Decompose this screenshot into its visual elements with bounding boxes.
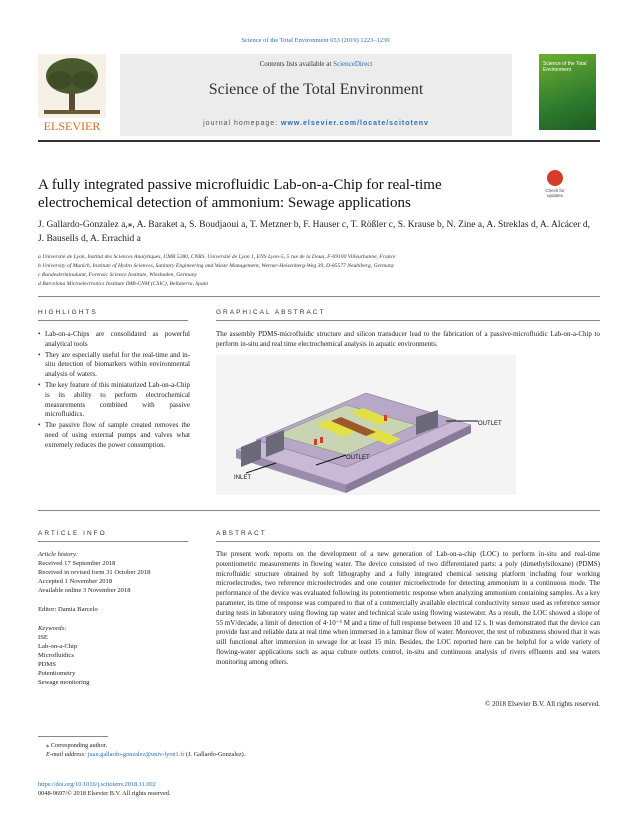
- journal-title[interactable]: Science of the Total Environment: [208, 81, 424, 98]
- graphical-abstract-image[interactable]: [216, 355, 516, 495]
- keyword: Microfluidics: [38, 652, 74, 659]
- keywords-label: Keywords:: [38, 625, 67, 632]
- highlight-item: • Lab-on-a-Chips are consolidated as powerful analytical tools: [38, 330, 190, 350]
- corresponding-author: ⁎ Corresponding author.: [46, 742, 108, 749]
- highlights-rule: [38, 320, 188, 321]
- inlet-label: INLET: [234, 475, 252, 481]
- cover-title: Science of the Total Environment: [543, 61, 587, 73]
- keyword: PDMS: [38, 661, 56, 668]
- highlight-item: • The passive flow of sample created removes the need of using external pumps and valves what extremely reduces the power consumption.: [38, 421, 190, 450]
- highlight-item: • They are especially useful for the real-time and in-situ detection of biomarkers within environmental analysis of waters.: [38, 351, 190, 380]
- affiliation-c: c Bundeskriminalamt, Forensic Science Institute, Wiesbaden, Germany: [38, 272, 198, 278]
- history-item: Received 17 September 2018: [38, 560, 116, 567]
- publisher-name: ELSEVIER: [43, 119, 101, 133]
- article-info: [38, 550, 198, 687]
- article-title: A fully integrated passive microfluidic Lab-on-a-Chip for real-time electrochemical detection of ammonium: Sewage applications: [38, 177, 442, 211]
- journal-cover-image[interactable]: [539, 54, 596, 130]
- highlights-heading: HIGHLIGHTS: [38, 309, 98, 316]
- history-item: Available online 3 November 2018: [38, 587, 131, 594]
- header-divider: [38, 140, 600, 142]
- article-info-rule: [38, 541, 188, 542]
- check-updates-label: Check for updates: [545, 188, 565, 199]
- editor: Editor: Damia Barcelo: [38, 606, 98, 613]
- journal-homepage: journal homepage: www.elsevier.com/locate/scitotenv: [203, 120, 429, 127]
- footnote-rule: [38, 736, 108, 737]
- history-item: Received in revised form 31 October 2018: [38, 569, 151, 576]
- copyright-line: © 2018 Elsevier B.V. All rights reserved.: [484, 700, 600, 708]
- affiliations: [38, 253, 598, 289]
- section-divider: [38, 296, 600, 297]
- outlet-label-1: OUTLET: [478, 421, 502, 427]
- abstract-rule: [216, 541, 600, 542]
- section-divider: [38, 510, 600, 511]
- homepage-link[interactable]: www.elsevier.com/locate/scitotenv: [281, 120, 429, 127]
- email-link[interactable]: juan.gallardo-gonzalez@univ-lyon1.fr: [87, 751, 185, 758]
- email-line: E-mail address: juan.gallardo-gonzalez@univ-lyon1.fr (J. Gallardo-Gonzalez).: [46, 751, 246, 758]
- affiliation-b: b University of Munich, Institute of Hydro Sciences, Sanitary Engineering and Waste Management, Werner-Heisenberg-Weg 39, D-85577 Neubiberg, Germany: [38, 263, 395, 269]
- affiliation-a: a Université de Lyon, Institut des Sciences Analytiques, UMR 5280, CNRS, Université de Lyon 1, ENS Lyon-5, 5 rue de la Doua, F-69100 Villeurbanne, France: [38, 254, 396, 260]
- keyword: ISE: [38, 634, 48, 641]
- keyword: Sewage monitoring: [38, 679, 90, 686]
- check-for-updates-badge[interactable]: [539, 170, 571, 210]
- journal-banner: [120, 54, 512, 136]
- journal-reference[interactable]: Science of the Total Environment 653 (2019) 1223–1230: [241, 37, 390, 44]
- graphical-abstract-rule: [216, 320, 600, 321]
- abstract-text: The present work reports on the development of a new generation of Lab-on-a-chip (LOC) to perform in-situ and real-time potentiometric measurements in flowing water. The device consisted of two differentiated parts: a poly (dimethylsiloxane) (PDMS) microfluidic structure obtained by soft lithography and a fully integrated chemical sensing platform including four working microelectrodes, two reference microelectrodes and one counter microelectrode for detecting ammonium in a continuous mode. The performance of the device was evaluated following its potentiometric response when analyzing ammonium containing samples. As a key parameter, its time of response was compared to that of a commercially available electrical conductivity sensor used as reference sensor during tests in laboratory using flowing tap water and technical scale using flowing wastewater. As a result, the LOC showed a slope of 55 mV/decade, a limit of detection of 4·10⁻⁵ M and a time of full response between 10 and 12 s. It was demonstrated that the device can provide fast and reliable data at real time when immersed in a laminar flow of water. Moreover, the test of robustness showed that it was still functional after immersion in sewage for at least 15 min. Besides, the LOC reported here can be helpful for a wide variety of flowing-water applications such as aqua culture outlets control, in-situ and continuous analysis of rivers effluents and sea waters monitoring among others.: [216, 550, 600, 666]
- doi-block: [38, 780, 438, 798]
- footnote: [46, 741, 446, 759]
- affiliation-d: d Barcelona Microelectronics Institute IMB-CNM (CSIC), Bellaterra, Spain: [38, 281, 209, 287]
- keyword: Lab-on-a-Chip: [38, 643, 78, 650]
- keyword: Potentiometry: [38, 670, 76, 677]
- outlet-label-2: OUTLET: [346, 455, 370, 461]
- highlight-item: • The key feature of this miniaturized Lab-on-a-Chip is its ability to perform electrochemical measurements combined with passive microfluidics.: [38, 381, 190, 420]
- elsevier-logo: [38, 54, 106, 134]
- contents-line: Contents lists available at ScienceDirect: [259, 60, 373, 68]
- author-list: J. Gallardo-Gonzalez a,⁎, A. Baraket a, S. Boudjaoui a, T. Metzner b, F. Hauser c, T. Rößler c, S. Krause b, N. Zine a, A. Streklas d, A. Alcácer d, J. Bausells d, A. Errachid a: [38, 220, 591, 244]
- abstract-heading: ABSTRACT: [216, 530, 267, 537]
- history-item: Accepted 1 November 2018: [38, 578, 113, 585]
- doi-link[interactable]: https://doi.org/10.1016/j.scitotenv.2018.11.002: [38, 781, 156, 788]
- highlights-list: [38, 330, 190, 452]
- sciencedirect-link[interactable]: ScienceDirect: [333, 60, 373, 68]
- issn-line: 0048-9697/© 2018 Elsevier B.V. All rights reserved.: [38, 790, 171, 797]
- graphical-abstract-heading: GRAPHICAL ABSTRACT: [216, 309, 326, 316]
- history-label: Article history:: [38, 551, 79, 558]
- article-info-heading: ARTICLE INFO: [38, 530, 107, 537]
- check-updates-icon: [547, 170, 563, 186]
- graphical-abstract-text: The assembly PDMS-microfluidic structure and silicon transducer lead to the fabrication of a passive-microfluidic Lab-on-a-Chip to perform in-situ and real time electrochemical analysis in aquatic environments.: [216, 330, 600, 348]
